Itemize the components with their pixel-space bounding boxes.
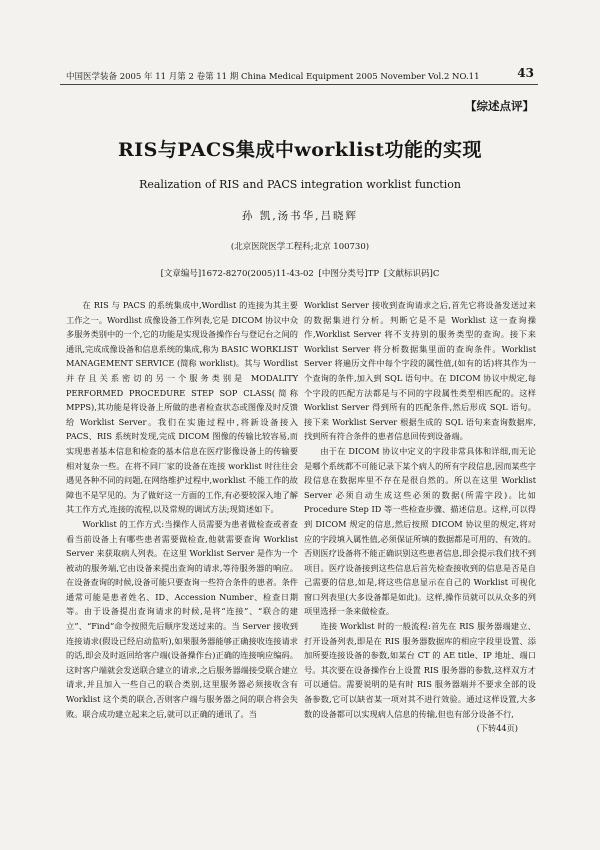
article-meta: [文章编号]1672-8270(2005)11-43-02 [中图分类号]TP [文献标识码]C [160, 269, 440, 279]
header-rule [60, 84, 538, 85]
body-column-left [66, 298, 298, 721]
paragraph: 由于在 DICOM 协议中定义的字段非常具体和详细,而无论是哪个系统都不可能记录下某个病人的所有字段信息,因而某些字段信息在数据库里不存在是很自然的。所以在这里 Worklist Server 必须自动生成这些必须的数据(所需字段)。比如 Procedure Step ID 等一些检查步骤、描述信息。这样,可以得到 DICOM 规定的信息,然后按照 DICOM 协议里的规定,将对应的字段填入属性值,必须保证所填的数据都是可用的、有效的。否则医疗设备将不能正确识别这些患者信息,即会提示我们找不到项目。医疗设备接到这些信息后首先检查接收到的信息是否是自己需要的信息,如是,将这些信息显示在自己的 Worklist 可视化窗口列表里(大多设备都是如此)。这样,操作员就可以从众多的列项里选择一条来做检查。 [304, 445, 536, 617]
page-number: 43 [517, 66, 534, 80]
article-affiliation: (北京医院医学工程科;北京 100730) [230, 242, 370, 252]
article-title-en: Realization of RIS and PACS integration worklist function [139, 178, 461, 191]
article-authors: 孙 凯,汤书华,吕晓辉 [241, 210, 358, 222]
section-tag: 【综述点评】 [465, 99, 534, 113]
paragraph: Worklist Server 接收到查询请求之后,首先它将设备发送过来的数据集进行分析。判断它是不是 Worklist 这一查询操作,Worklist Server 将不支持别的服务类型的查询。接下来 Worklist Server 将分析数据集里面的查询条件。Worklist Server 将遍历文件中每个字段的属性值,(如有的话)将其作为一个查询的条件,加入到 SQL 语句中。在 DICOM 协议中规定,每个字段的匹配方法都是与不同的字段属性类型相匹配的。这样 Worklist Server 得到所有的匹配条件,然后形成 SQL 语句。接下来 Worklist Server 根据生成的 SQL 语句来查询数据库,找到所有符合条件的患者信息回传到设备端。 [304, 300, 536, 442]
paragraph: Worklist 的工作方式:当操作人员需要为患者做检查或者查看当前设备上有哪些患者需要做检查,他就需要查询 Worklist Server 来获取病人列表。在这里 Worklist Server 是作为一个被动的服务端,它由设备来提出查询的请求,等待服务器的响应。在设备查询的时候,设备可能只要查询一些符合条件的患者。条件通常可能是患者姓名、ID、Accession Number、检查日期等。由于设备提出查询请求的时候,是将“连接”、“联合的建立”、“Find”命令按照先后顺序发送过来的。当 Server 接收到连接请求(假设已经启动监听),如果服务器能够正确接收连接请求的话,即会及时返回给客户端(设备操作台)正确的连接响应编码。这时客户端就会发送联合建立的请求,之后服务器端接受联合建立请求,并且加入一些自己的联合类别,这里服务器必须接收含有 Worklist 这个类的联合,否则客户端与服务器之间的联合将会失败。联合成功建立起来之后,就可以正确的通讯了。当 [66, 518, 298, 719]
article-title-cn: RIS与PACS集成中worklist功能的实现 [117, 139, 482, 161]
running-head: 中国医学装备 2005 年 11 月第 2 卷第 11 期 China Medical Equipment 2005 November Vol.2 NO.11 [66, 72, 480, 82]
paragraph: 连接 Worklist 时的一般流程:首先在 RIS 服务器端建立、打开设备列表,即是在 RIS 服务器数据库的相应字段里设置、添加所要连接设备的参数,如某台 CT 的 AE title、IP 地址、端口号。其次要在设备操作台上设置 RIS 服务器的参数,这样双方才可以通信。需要说明的是有时 RIS 服务器端并不要求全部的设备参数,它可以缺省某一项对其不进行效验。通过这样设置,大多数的设备都可以实现病人信息的传输,但也有部分设备不行, [304, 621, 536, 719]
paragraph: 在 RIS 与 PACS 的系统集成中,Wordlist 的连接为其主要工作之一。Wordlist 成像设备工作列表,它是 DICOM 协议中众多服务类别中的一个,它的功能是实现设备操作台与登记台之间的通讯,完成成像设备和信息系统的集成,称为 BASIC WORKLIST MANAGEMENT SERVICE (简称 worklist)。其与 Wordlist 并存且关系密切的另一个服务类别是 MODALITY PERFORMED PROCEDURE STEP SOP CLASS(简称 MPPS),其功能是将设备上所做的患者检查状态或图像及时反馈给 Worklist Server。我们在实施过程中,将新设备接入 PACS、RIS 系统时发现,完成 DICOM 图像的传输比较容易,而实现患者基本信息和检查的基本信息在医疗影像设备上的传输要相对复杂一些。在将不同厂家的设备在连接 worklist 时往往会遇见各种不同的问题,在网络维护过程中,worklist 不能工作的故障也不是罕见的。为了做好这一方面的工作,有必要较深入地了解其工作方式,连接的流程,以及常规的调试方法;现简述如下。 [66, 300, 298, 515]
continued-note: (下转44页) [476, 723, 518, 734]
body-column-right [304, 298, 536, 736]
